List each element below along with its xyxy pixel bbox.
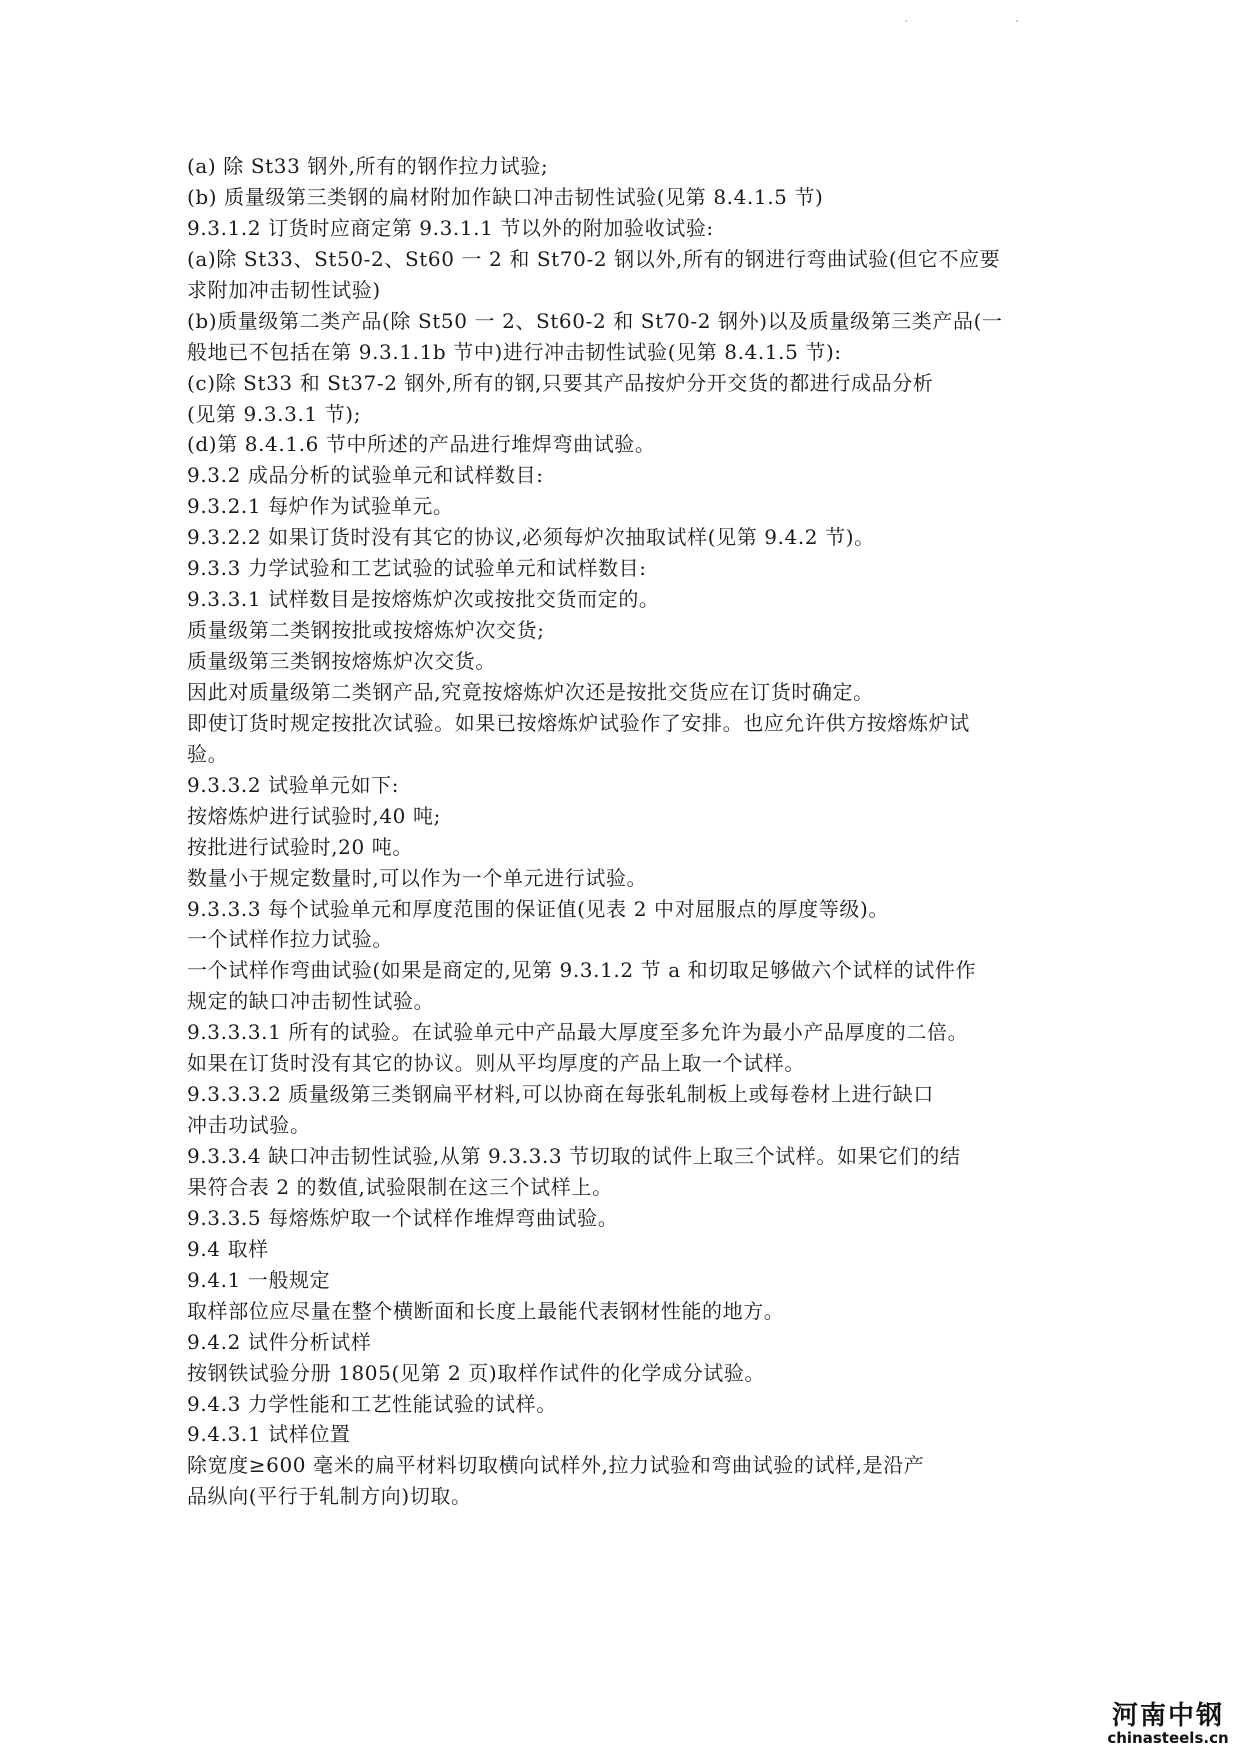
text-line: 9.4.3 力学性能和工艺性能试验的试样。 <box>187 1391 557 1416</box>
text-line: 9.3.2.1 每炉作为试验单元。 <box>187 494 454 519</box>
text-line: (b)质量级第二类产品(除 St50 一 2、St60-2 和 St70-2 钢外)以及质量级第三类产品(一 <box>187 308 1003 333</box>
text-line: 9.3.3.2 试验单元如下: <box>187 772 400 797</box>
text-line: (d)第 8.4.1.6 节中所述的产品进行堆焊弯曲试验。 <box>187 432 656 457</box>
text-line: 除宽度≥600 毫米的扁平材料切取横向试样外,拉力试验和弯曲试验的试样,是沿产 <box>187 1453 925 1478</box>
text-line: (c)除 St33 和 St37-2 钢外,所有的钢,只要其产品按炉分开交货的都进行成品分析 <box>187 370 934 395</box>
text-line: 般地已不包括在第 9.3.1.1b 节中)进行冲击韧性试验(见第 8.4.1.5 节): <box>187 339 842 364</box>
scan-specks <box>0 20 1240 30</box>
text-line: 如果在订货时没有其它的协议。则从平均厚度的产品上取一个试样。 <box>187 1051 805 1076</box>
text-line: 因此对质量级第二类钢产品,究竟按熔炼炉次还是按批交货应在订货时确定。 <box>187 679 874 704</box>
text-line: (a)除 St33、St50-2、St60 一 2 和 St70-2 钢以外,所有的钢进行弯曲试验(但它不应要 <box>187 246 1001 271</box>
watermark-name: 河南中钢 <box>1111 1701 1224 1731</box>
text-line: 9.3.2 成品分析的试验单元和试样数目: <box>187 463 544 488</box>
text-line: (b) 质量级第三类钢的扁材附加作缺口冲击韧性试验(见第 8.4.1.5 节) <box>187 184 824 209</box>
text-line: 9.3.1.2 订货时应商定第 9.3.1.1 节以外的附加验收试验: <box>187 215 714 240</box>
text-line: 果符合表 2 的数值,试验限制在这三个试样上。 <box>187 1174 613 1199</box>
text-line: 9.4.2 试件分析试样 <box>187 1329 372 1354</box>
text-line: 验。 <box>187 741 229 766</box>
scan-speck <box>1016 20 1018 22</box>
text-line: 9.3.2.2 如果订货时没有其它的协议,必须每炉次抽取试样(见第 9.4.2 节)。 <box>187 525 875 550</box>
text-line: 质量级第二类钢按批或按熔炼炉次交货; <box>187 618 545 643</box>
site-watermark <box>1102 1703 1234 1746</box>
text-line: 一个试样作拉力试验。 <box>187 927 393 952</box>
text-line: 9.3.3.1 试样数目是按熔炼炉次或按批交货而定的。 <box>187 587 660 612</box>
watermark-domain: chinasteels.cn <box>1107 1729 1229 1747</box>
text-line: 一个试样作弯曲试验(如果是商定的,见第 9.3.1.2 节 a 和切取足够做六个试样的试件作 <box>187 958 977 983</box>
text-line: 9.4 取样 <box>187 1236 269 1261</box>
text-line: 9.3.3.3 每个试验单元和厚度范围的保证值(见表 2 中对屈服点的厚度等级)。 <box>187 896 889 921</box>
text-line: 9.4.1 一般规定 <box>187 1267 331 1292</box>
text-line: 质量级第三类钢按熔炼炉次交货。 <box>187 649 496 673</box>
scan-speck <box>905 20 907 22</box>
text-line: 9.3.3.3.2 质量级第三类钢扁平材料,可以协商在每张轧制板上或每卷材上进行缺口 <box>187 1082 934 1107</box>
text-line: 冲击功试验。 <box>187 1113 311 1138</box>
text-line: 规定的缺口冲击韧性试验。 <box>187 989 435 1014</box>
text-line: 品纵向(平行于轧制方向)切取。 <box>187 1484 472 1509</box>
text-line: (a) 除 St33 钢外,所有的钢作拉力试验; <box>187 154 549 178</box>
text-line: 求附加冲击韧性试验) <box>187 277 381 302</box>
text-line: 9.4.3.1 试样位置 <box>187 1422 351 1447</box>
text-line: 9.3.3 力学试验和工艺试验的试验单元和试样数目: <box>187 556 647 581</box>
text-line: 数量小于规定数量时,可以作为一个单元进行试验。 <box>187 865 648 890</box>
text-line: 按钢铁试验分册 1805(见第 2 页)取样作试件的化学成分试验。 <box>187 1360 766 1385</box>
text-line: (见第 9.3.3.1 节); <box>187 401 362 426</box>
text-line: 即使订货时规定按批次试验。如果已按熔炼炉试验作了安排。也应允许供方按熔炼炉试 <box>187 710 970 735</box>
document-body <box>187 151 1067 1512</box>
text-line: 按批进行试验时,20 吨。 <box>187 834 413 859</box>
text-line: 9.3.3.5 每熔炼炉取一个试样作堆焊弯曲试验。 <box>187 1205 619 1230</box>
text-line: 取样部位应尽量在整个横断面和长度上最能代表钢材性能的地方。 <box>187 1298 785 1323</box>
text-line: 9.3.3.3.1 所有的试验。在试验单元中产品最大厚度至多允许为最小产品厚度的二倍。 <box>187 1020 969 1045</box>
text-line: 按熔炼炉进行试验时,40 吨; <box>187 803 441 828</box>
text-line: 9.3.3.4 缺口冲击韧性试验,从第 9.3.3.3 节切取的试件上取三个试样。如果它们的结 <box>187 1144 961 1168</box>
